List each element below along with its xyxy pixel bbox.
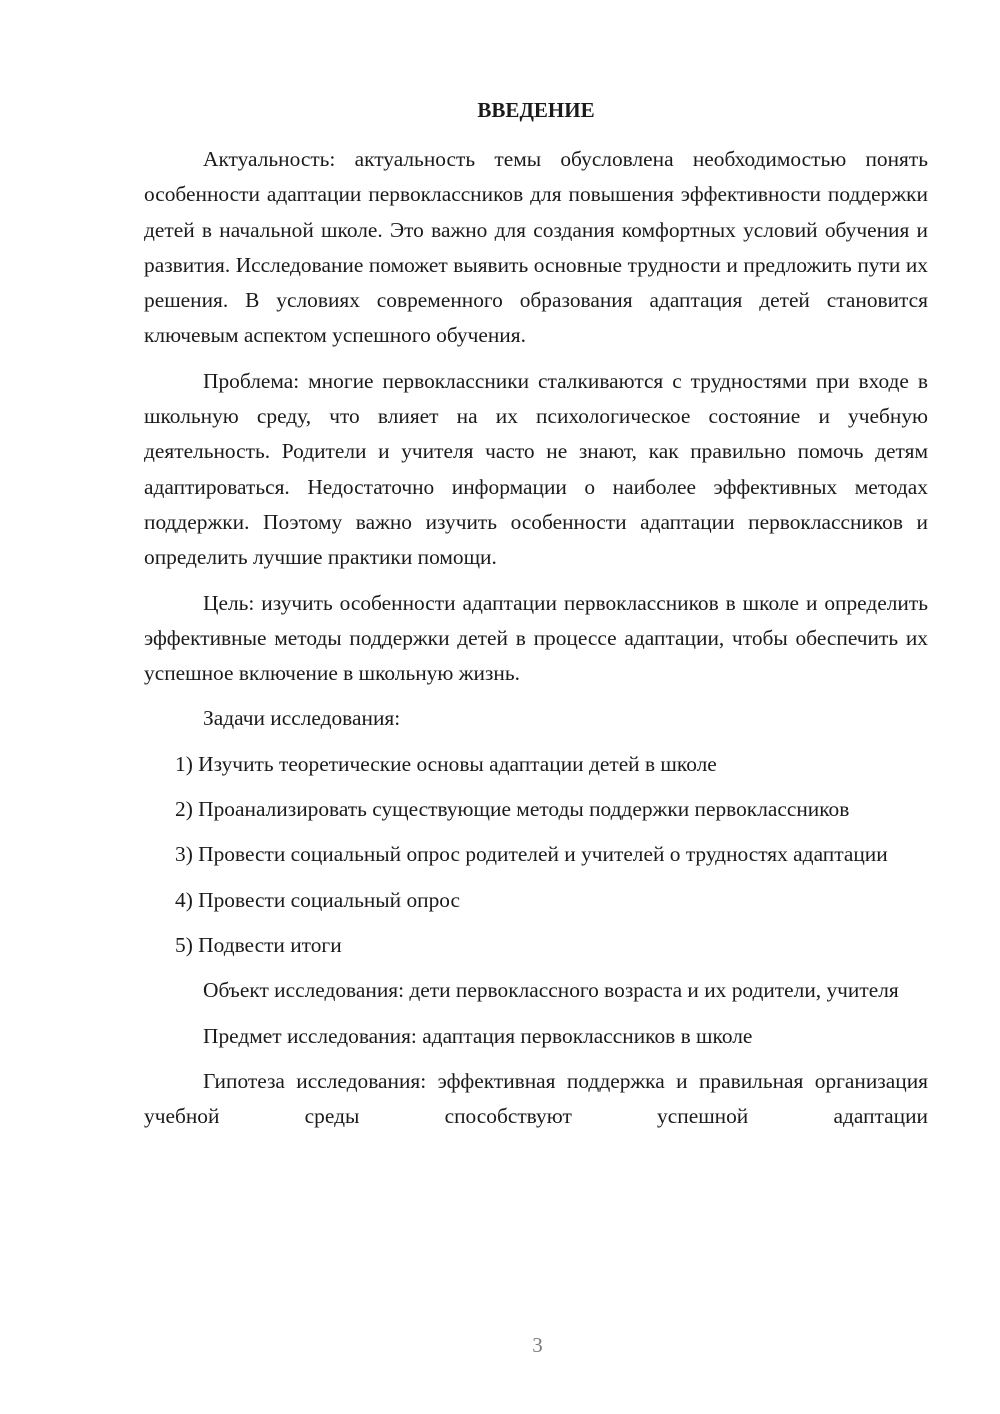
problem-paragraph: Проблема: многие первоклассники сталкиваются с трудностями при входе в школьную среду, что влияет на их психологическое состояние и учебную деятельность. Родители и учителя часто не знают, как правильно помочь детям адаптироваться. Недостаточно информации о наиболее эффективных методах поддержки. Поэтому важно изучить особенности адаптации первоклассников и определить лучшие практики помощи.: [144, 368, 928, 570]
task-item-2: 2) Проанализировать существующие методы поддержки первоклассников: [175, 797, 850, 822]
relevance-paragraph: Актуальность: актуальность темы обусловлена необходимостью понять особенности адаптации первоклассников для повышения эффективности поддержки детей в начальной школе. Это важно для создания комфортных условий обучения и развития. Исследование поможет выявить основные трудности и предложить пути их решения. В условиях современного образования адаптация детей становится ключевым аспектом успешного обучения.: [144, 147, 928, 348]
goal-paragraph: Цель: изучить особенности адаптации первоклассников в школе и определить эффективные методы поддержки детей в процессе адаптации, чтобы обеспечить их успешное включение в школьную жизнь.: [144, 590, 928, 686]
task-item-3: 3) Провести социальный опрос родителей и учителей о трудностях адаптации: [175, 842, 888, 867]
page-number: 3: [532, 1333, 543, 1357]
task-item-5: 5) Подвести итоги: [175, 932, 342, 957]
hypothesis-paragraph: Гипотеза исследования: эффективная поддержка и правильная организация учебной среды способствуют успешной адаптации: [144, 1068, 928, 1129]
document-page: [144, 92, 928, 1144]
subject-paragraph: Предмет исследования: адаптация первоклассников в школе: [203, 1023, 753, 1048]
task-item-4: 4) Провести социальный опрос: [175, 887, 461, 912]
tasks-heading: Задачи исследования:: [203, 706, 401, 731]
section-heading: ВВЕДЕНИЕ: [477, 98, 595, 122]
task-item-1: 1) Изучить теоретические основы адаптации детей в школе: [175, 751, 717, 776]
object-paragraph: Объект исследования: дети первоклассного возраста и их родители, учителя: [203, 978, 899, 1003]
